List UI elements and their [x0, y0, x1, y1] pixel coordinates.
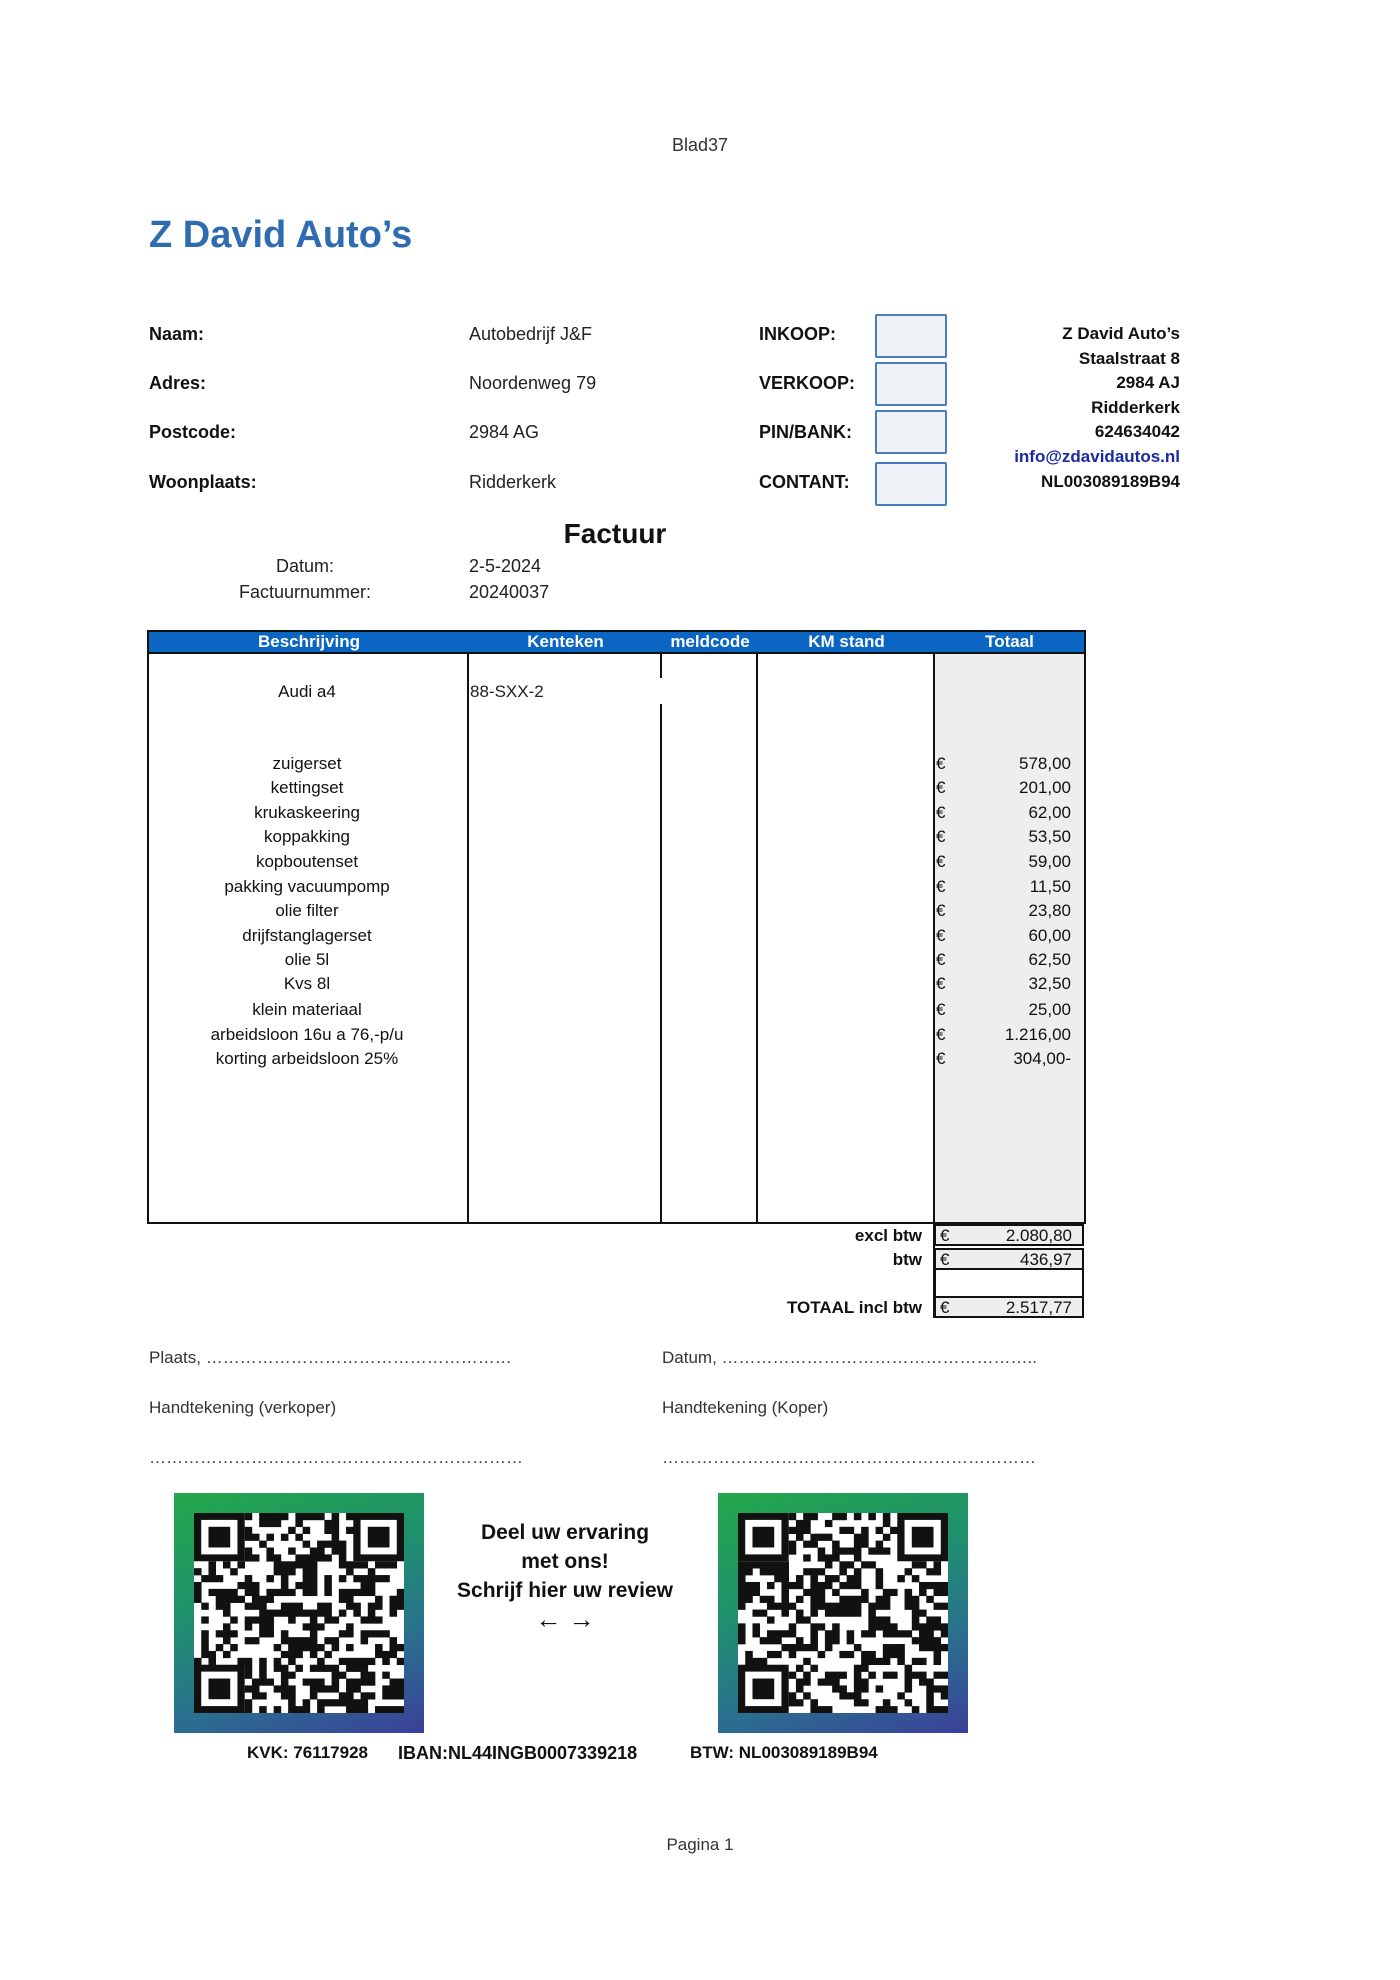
table-divider-1 [467, 652, 469, 1224]
company-city: Ridderkerk [1091, 398, 1180, 417]
line-item-currency: € [936, 803, 946, 822]
option-inkoop-label: INKOOP: [759, 324, 837, 344]
line-item-currency: € [936, 852, 946, 871]
line-item-description: Kvs 8l [283, 974, 331, 993]
footer-btw: BTW: NL003089189B94 [690, 1743, 878, 1762]
company-name: Z David Auto’s [1062, 324, 1180, 343]
company-phone: 624634042 [1094, 422, 1180, 441]
line-item-description: koppakking [263, 827, 350, 846]
table-border-right [1084, 652, 1086, 1224]
line-item-amount: 53,50 [1028, 827, 1071, 846]
line-item-currency: € [936, 827, 946, 846]
line-item-description: zuigerset [272, 754, 342, 773]
customer-name: Autobedrijf J&F [469, 324, 593, 344]
sheet-name: Blad37 [671, 135, 729, 155]
line-item-currency: € [936, 877, 946, 896]
line-item-amount: 304,00- [1013, 1049, 1071, 1068]
header-description: Beschrijving [257, 632, 361, 651]
signature-seller-line: ………………………………………………………… [149, 1448, 523, 1467]
review-text [435, 1518, 695, 1634]
customer-address: Noordenweg 79 [469, 373, 597, 393]
customer-postcode: 2984 AG [469, 422, 540, 442]
table-divider-2a [660, 652, 662, 678]
header-plate: Kenteken [527, 632, 604, 651]
company-vat: NL003089189B94 [1041, 472, 1180, 491]
company-postcode: 2984 AJ [1116, 373, 1180, 392]
invoice-date: 2-5-2024 [469, 556, 542, 576]
qr-right-pattern [738, 1513, 948, 1713]
page-number: Pagina 1 [666, 1835, 734, 1854]
btw-label: btw [892, 1250, 922, 1269]
total-euro: € [940, 1298, 950, 1317]
review-line-3: Schrijf hier uw review [457, 1579, 673, 1602]
qr-left-pattern [194, 1513, 404, 1713]
line-item-amount: 23,80 [1028, 901, 1071, 920]
invoice-number: 20240037 [469, 582, 550, 602]
line-item-currency: € [936, 1025, 946, 1044]
vehicle-model: Audi a4 [278, 682, 336, 701]
label-address: Adres: [149, 373, 207, 393]
invoice-number-label: Factuurnummer: [238, 582, 372, 602]
company-street: Staalstraat 8 [1078, 349, 1180, 368]
invoice-date-label: Datum: [275, 556, 335, 576]
line-item-amount: 578,00 [1019, 754, 1071, 773]
line-item-currency: € [936, 1000, 946, 1019]
header-meldcode: meldcode [670, 632, 750, 651]
excl-label: excl btw [854, 1226, 922, 1245]
line-item-description: klein materiaal [252, 1000, 362, 1019]
qr-code-right[interactable] [718, 1493, 968, 1733]
header-total: Totaal [985, 632, 1034, 651]
total-label: TOTAAL incl btw [786, 1298, 922, 1317]
line-item-currency: € [936, 901, 946, 920]
line-item-description: kopboutenset [255, 852, 359, 871]
line-item-description: krukaskeering [254, 803, 360, 822]
review-arrows-icon: ← → [535, 1604, 595, 1634]
line-item-description: korting arbeidsloon 25% [215, 1049, 399, 1068]
table-header [147, 630, 1086, 654]
review-line-1: Deel uw ervaring [480, 1521, 650, 1544]
line-item-amount: 60,00 [1028, 926, 1071, 945]
line-item-description: olie 5l [284, 950, 330, 969]
footer-kvk: KVK: 76117928 [247, 1743, 368, 1762]
excl-amount: 2.080,80 [1005, 1226, 1072, 1245]
signature-buyer-line: ………………………………………………………… [662, 1448, 1036, 1467]
line-item-description: drijfstanglagerset [242, 926, 372, 945]
signature-buyer-label: Handtekening (Koper) [662, 1398, 829, 1417]
table-divider-4 [933, 652, 935, 1318]
invoice-title: Factuur [563, 518, 667, 549]
line-item-currency: € [936, 1049, 946, 1068]
line-item-description: pakking vacuumpomp [224, 877, 390, 896]
signature-place: Plaats, ……………………………………………… [149, 1348, 512, 1367]
spacer-box [934, 1270, 1084, 1296]
footer-iban: IBAN:NL44INGB0007339218 [398, 1743, 638, 1763]
label-postcode: Postcode: [149, 422, 237, 442]
label-name: Naam: [149, 324, 205, 344]
btw-euro: € [940, 1250, 950, 1269]
line-item-currency: € [936, 974, 946, 993]
table-divider-2b [660, 704, 662, 1224]
line-item-amount: 201,00 [1019, 778, 1071, 797]
line-item-currency: € [936, 926, 946, 945]
line-item-currency: € [936, 754, 946, 773]
review-line-2: met ons! [521, 1550, 609, 1573]
option-contant-label: CONTANT: [759, 472, 850, 492]
option-verkoop-label: VERKOOP: [759, 373, 856, 393]
line-item-description: arbeidsloon 16u a 76,-p/u [210, 1025, 404, 1044]
brand-name: Z David Auto’s [149, 214, 413, 256]
signature-date: Datum, ……………………………………………….. [662, 1348, 1037, 1367]
vehicle-plate: 88-SXX-2 [470, 682, 544, 701]
line-item-description: kettingset [270, 778, 344, 797]
company-email-link[interactable]: info@zdavidautos.nl [1014, 447, 1180, 466]
line-item-amount: 1.216,00 [1004, 1025, 1071, 1044]
line-item-amount: 62,50 [1028, 950, 1071, 969]
total-amount: 2.517,77 [1005, 1298, 1072, 1317]
line-item-currency: € [936, 950, 946, 969]
label-city: Woonplaats: [149, 472, 257, 492]
customer-city: Ridderkerk [469, 472, 557, 492]
header-km: KM stand [808, 632, 885, 651]
signature-seller-label: Handtekening (verkoper) [149, 1398, 337, 1417]
table-divider-3 [756, 652, 758, 1224]
line-item-description: olie filter [275, 901, 339, 920]
line-item-amount: 59,00 [1028, 852, 1071, 871]
qr-code-left[interactable] [174, 1493, 424, 1733]
line-item-currency: € [936, 778, 946, 797]
btw-amount: 436,97 [1020, 1250, 1072, 1269]
line-item-amount: 11,50 [1029, 877, 1071, 896]
line-item-amount: 62,00 [1028, 803, 1071, 822]
line-item-amount: 25,00 [1028, 1000, 1071, 1019]
option-pin-label: PIN/BANK: [759, 422, 852, 442]
excl-euro: € [940, 1226, 950, 1245]
line-item-amount: 32,50 [1028, 974, 1071, 993]
